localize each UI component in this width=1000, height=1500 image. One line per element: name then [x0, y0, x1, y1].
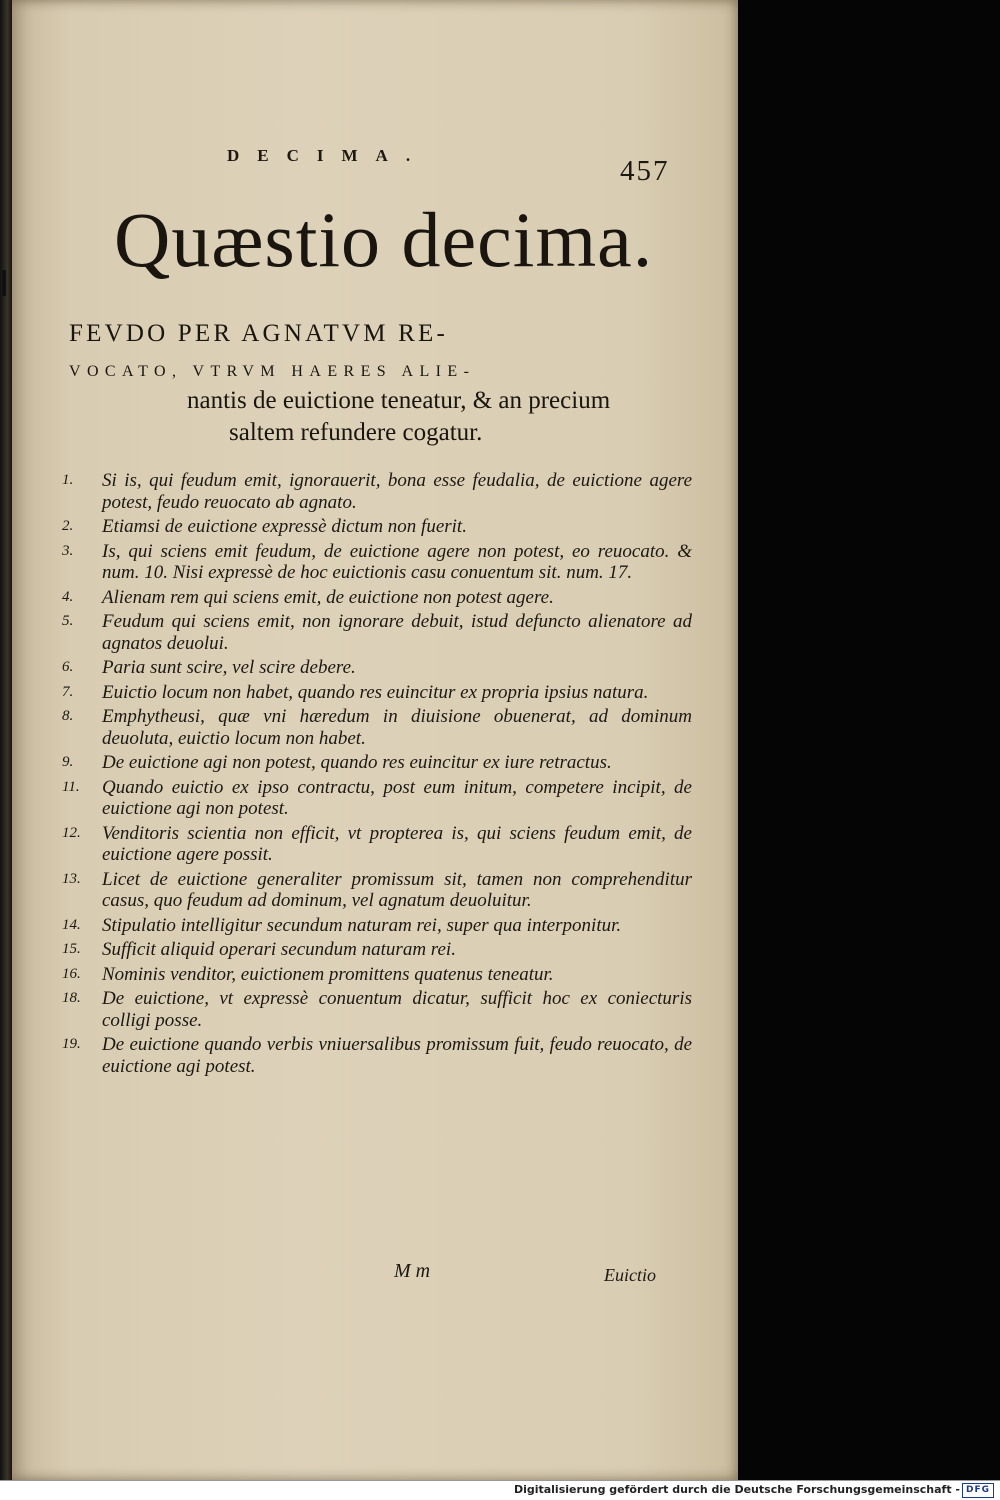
summary-number: 13.: [62, 870, 81, 887]
summary-text: Is, qui sciens emit feudum, de euictione agere non potest, eo reuocato. & num. 10. Nisi expressè de hoc euictionis casu conuentum sit. num. 17.: [102, 540, 692, 583]
heading-line-3: nantis de euictione teneatur, & an precium: [187, 387, 611, 414]
summary-text: Feudum qui sciens emit, non ignorare debuit, istud defuncto alienatore ad agnatos deuolui.: [102, 611, 692, 654]
summary-number: 2.: [62, 518, 74, 534]
summary-item: [52, 1034, 692, 1077]
summary-number: 7.: [62, 683, 74, 700]
running-head: DECIMA.: [227, 146, 429, 165]
summary-text: Alienam rem qui sciens emit, de euictione non potest agere.: [102, 586, 554, 608]
summary-number: 9.: [62, 754, 74, 770]
summary-item: [52, 988, 692, 1031]
summary-number: 15.: [62, 941, 81, 957]
book-page: [12, 0, 740, 1480]
summary-item: [52, 611, 692, 654]
summary-item: [52, 470, 692, 513]
footer-bar: [0, 1480, 1000, 1500]
summary-item: [52, 587, 692, 609]
summary-item: [52, 964, 692, 986]
signature-mark: M m: [394, 1260, 431, 1282]
summary-text: Nominis venditor, euictionem promittens quatenus teneatur.: [102, 963, 554, 985]
summary-item: [52, 752, 692, 774]
summary-text: Stipulatio intelligitur secundum naturam rei, super qua interponitur.: [102, 914, 622, 936]
heading-line-2: [69, 363, 475, 381]
summary-item: [52, 823, 692, 866]
summary-text: De euictione quando verbis vniuersalibus promissum fuit, feudo reuocato, de euictione agi potest.: [102, 1034, 692, 1077]
summary-number: 12.: [62, 824, 81, 841]
summary-item: [52, 939, 692, 961]
spine-mark: [2, 270, 6, 296]
heading-line-4: saltem refundere cogatur.: [229, 419, 483, 446]
summary-text: Venditoris scientia non efficit, vt propterea is, qui sciens feudum emit, de euictione agere possit.: [102, 822, 692, 865]
summary-text: Si is, qui feudum emit, ignorauerit, bona esse feudalia, de euictione agere potest, feudo reuocato ab agnato.: [102, 470, 692, 513]
summary-number: 3.: [62, 542, 74, 559]
summary-number: 19.: [62, 1036, 81, 1052]
summary-text: De euictione, vt expressè conuentum dicatur, sufficit hoc ex coniecturis colligi posse.: [102, 988, 692, 1031]
summary-list: [52, 470, 692, 1080]
summary-text: Licet de euictione generaliter promissum sit, tamen non comprehenditur casus, quo feudum ad dominum, vel agnatum deuoluitur.: [102, 868, 692, 911]
summary-number: 5.: [62, 613, 74, 629]
summary-item: [52, 516, 692, 538]
heading-line-2-caps: VOCATO, VTRVM HAERES ALIE-: [69, 363, 476, 380]
summary-text: Emphytheusi, quæ vni hæredum in diuisione obuenerat, ad dominum deuoluta, euictio locum non habet.: [102, 706, 692, 749]
book-spine: [0, 0, 12, 1480]
summary-number: 18.: [62, 990, 81, 1006]
summary-number: 16.: [62, 965, 81, 982]
summary-text: Quando euictio ex ipso contractu, post eum initum, competere incipit, de euictione agi non potest.: [102, 776, 692, 819]
summary-number: 8.: [62, 708, 74, 724]
summary-item: [52, 541, 692, 584]
summary-text: De euictione agi non potest, quando res euincitur ex iure retractus.: [102, 752, 612, 773]
summary-number: 4.: [62, 588, 74, 605]
catchword: Euictio: [604, 1265, 656, 1285]
summary-item: [52, 657, 692, 679]
funding-notice: Digitalisierung gefördert durch die Deutsche Forschungsgemeinschaft -: [513, 1483, 960, 1496]
summary-item: [52, 777, 692, 820]
summary-text: Etiamsi de euictione expressè dictum non fuerit.: [102, 516, 467, 537]
summary-number: 11.: [62, 778, 80, 795]
summary-number: 1.: [62, 472, 74, 488]
summary-item: [52, 869, 692, 912]
summary-text: Sufficit aliquid operari secundum naturam rei.: [102, 939, 456, 960]
summary-text: Paria sunt scire, vel scire debere.: [102, 657, 356, 678]
summary-number: 6.: [62, 659, 74, 675]
page-title: Quæstio decima.: [114, 196, 654, 283]
summary-number: 14.: [62, 916, 81, 933]
dfg-logo: DFG: [962, 1483, 994, 1498]
summary-text: Euictio locum non habet, quando res euincitur ex propria ipsius natura.: [102, 681, 649, 703]
heading-line-1: FEVDO PER AGNATVM RE-: [69, 320, 449, 347]
summary-item: [52, 915, 692, 937]
summary-item: [52, 682, 692, 704]
page-number: 457: [620, 155, 670, 187]
summary-item: [52, 706, 692, 749]
scan-margin: [738, 0, 1000, 1480]
